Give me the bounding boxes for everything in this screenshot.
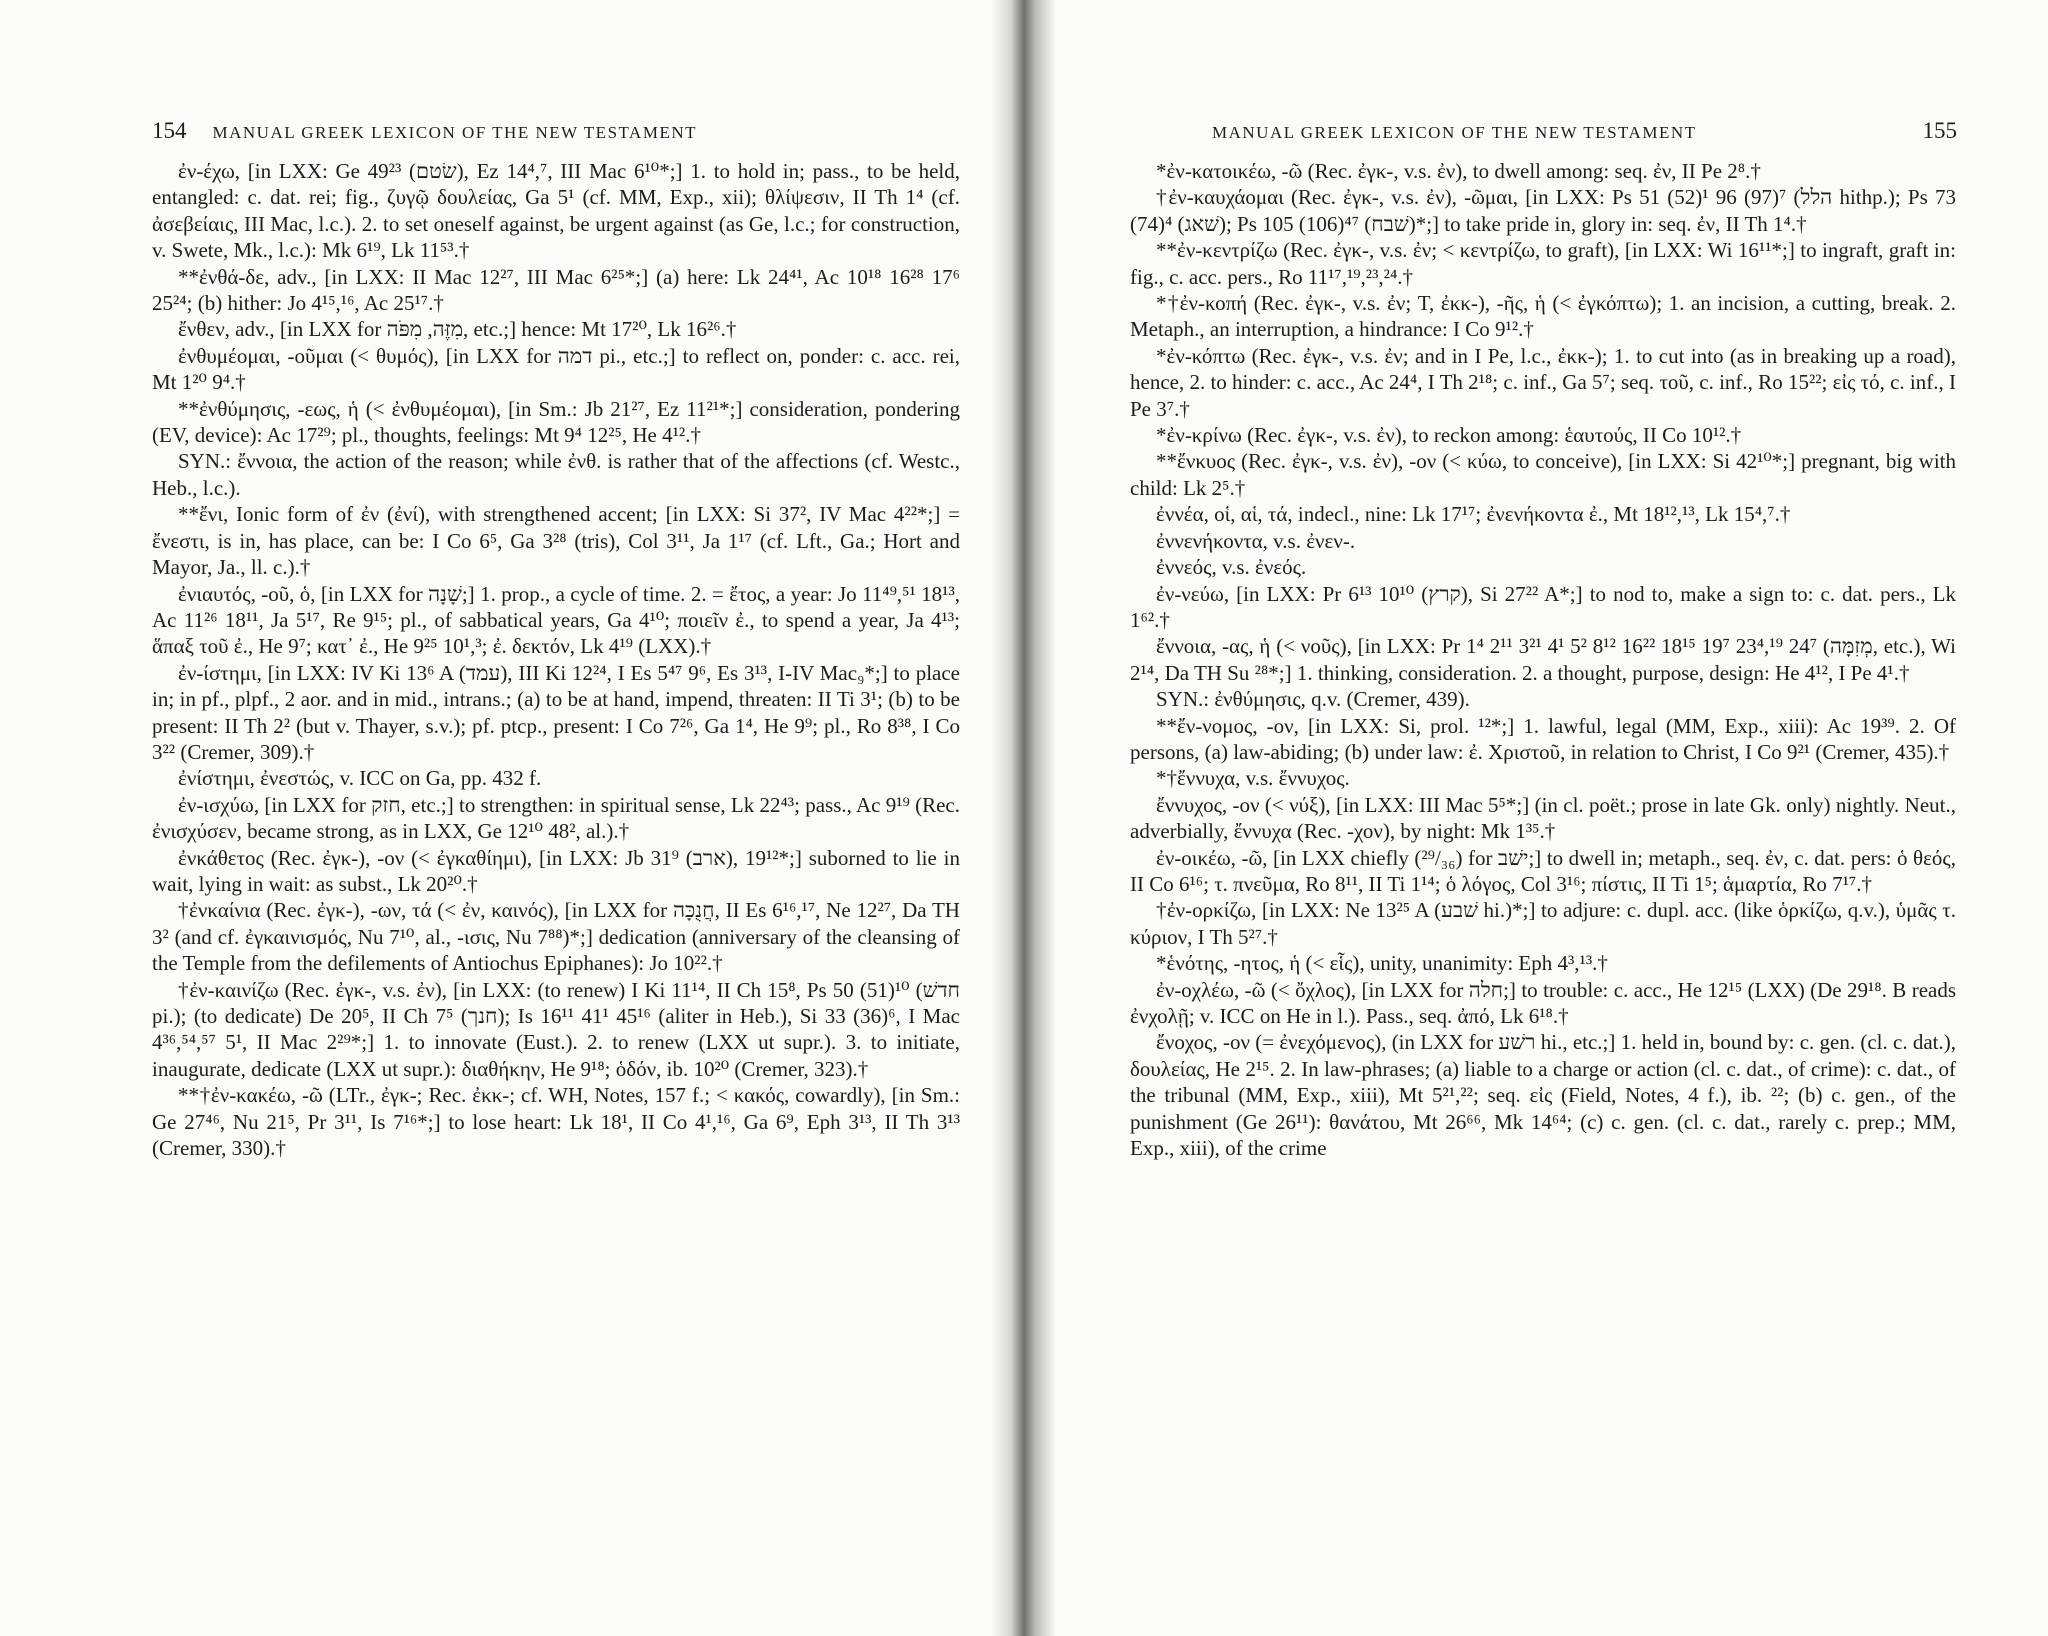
lexicon-entry: ἔνοχος, -ον (= ἐνεχόμενος), (in LXX for רשׁע hi., etc.;] 1. held in, bound by: c. gen. (cl. c. dat.), δουλείας, He 2¹⁵. 2. In law-phrases; (a) liable to a charge or action (cl. c. dat., of crime): c. dat., of the tribunal (MM, Exp., xiii), Mt 5²¹,²²; seq. εἰς (Field, Notes, 4 f.), ib. ²²; (b) c. gen., of the punishment (Ge 26¹¹): θανάτου, Mt 26⁶⁶, Mk 14⁶⁴; (c) c. gen. (cl. c. dat., rarely c. prep.; MM, Exp., xiii), of the crime: [1130, 1030, 1956, 1161]
lexicon-entry: ἐννενήκοντα, v.s. ἐνεν-.: [1156, 528, 1356, 553]
lexicon-entry: **ἐν-κεντρίζω (Rec. ἐγκ-, v.s. ἐν; < κεντρίζω, to graft), [in LXX: Wi 16¹¹*;] to ingraft, graft in: fig., c. acc. pers., Ro 11¹⁷,¹⁹,²³,²⁴.†: [1130, 238, 1956, 289]
lexicon-entry: ἐνθυμέομαι, -οῦμαι (< θυμός), [in LXX for דמה pi., etc.;] to reflect on, ponder: c. acc. rei, Mt 1²⁰ 9⁴.†: [152, 343, 960, 395]
lexicon-entry: *ἐν-κόπτω (Rec. ἐγκ-, v.s. ἐν; and in I Pe, l.c., ἐκκ-); 1. to cut into (as in breaking up a road), hence, 2. to hinder: c. acc., Ac 24⁴, I Th 2¹⁸; c. inf., Ga 5⁷; seq. τοῦ, c. inf., Ro 15²²; εἰς τό, c. inf., I Pe 3⁷.†: [1130, 343, 1956, 421]
lexicon-entry: ἐνκάθετος (Rec. ἐγκ-), -ον (< ἐγκαθίημι), [in LXX: Jb 31⁹ (ארב), 19¹²*;] suborned to lie in wait, lying in wait: as subst., Lk 20²⁰.†: [152, 845, 960, 896]
right-running-title: MANUAL GREEK LEXICON OF THE NEW TESTAMENT: [1212, 123, 1697, 142]
lexicon-entry: **ἔνκυος (Rec. ἐγκ-, v.s. ἐν), -ον (< κύω, to conceive), [in LXX: Si 42¹⁰*;] pregnant, big with child: Lk 2⁵.†: [1130, 449, 1956, 500]
lexicon-entry: †ἐν-καυχάομαι (Rec. ἐγκ-, v.s. ἐν), -ῶμαι, [in LXX: Ps 51 (52)¹ 96 (97)⁷ (הלל hithp.); Ps 73 (74)⁴ (שׁאג); Ps 105 (106)⁴⁷ (שׁבח)*;] to take pride in, glory in: seq. ἐν, II Th 1⁴.†: [1130, 185, 1956, 236]
lexicon-entry: ἐν-οικέω, -ῶ, [in LXX chiefly (²⁹/₃₆) for ישׁב;] to dwell in; metaph., seq. ἐν, c. dat. pers: ὁ θεός, II Co 6¹⁶; τ. πνεῦμα, Ro 8¹¹, II Ti 1¹⁴; ὁ λόγος, Col 3¹⁶; πίστις, II Ti 1⁵; ἁμαρτία, Ro 7¹⁷.†: [1130, 845, 1956, 896]
lexicon-entry: *ἐν-κατοικέω, -ῶ (Rec. ἐγκ-, v.s. ἐν), to dwell among: seq. ἐν, II Pe 2⁸.†: [1156, 159, 1761, 183]
right-page: [1044, 0, 2048, 1636]
lexicon-entry: ἐνιαυτός, -οῦ, ὁ, [in LXX for שָׁנָה;] 1. prop., a cycle of time. 2. = ἔτος, a year: Jo 11⁴⁹,⁵¹ 18¹³, Ac 11²⁶ 18¹¹, Ja 5¹⁷, Re 9¹⁵; pl., of sabbatical years, Ga 4¹⁰; ποιεῖν ἐ., to spend a year, Ja 4¹³; ἅπαξ τοῦ ἐ., He 9⁷; κατ᾽ ἐ., He 9²⁵ 10¹,³; ἐ. δεκτόν, Lk 4¹⁹ (LXX).†: [152, 581, 960, 659]
lexicon-entry: SYN.: ἐνθύμησις, q.v. (Cremer, 439).: [1156, 687, 1470, 712]
left-running-head: [152, 118, 842, 148]
lexicon-entry: **ἔν-νομος, -ον, [in LXX: Si, prol. ¹²*;] 1. lawful, legal (MM, Exp., xiii): Ac 19³⁹. 2. Of persons, (a) law-abiding; (b) under law: ἐ. Χριστοῦ, in relation to Christ, I Co 9²¹ (Cremer, 435).†: [1130, 713, 1956, 764]
lexicon-entry: ἔννυχος, -ον (< νύξ), [in LXX: III Mac 5⁵*;] (in cl. poët.; prose in late Gk. only) nightly. Neut., adverbially, ἔννυχα (Rec. -χον), by night: Mk 1³⁵.†: [1130, 792, 1956, 844]
right-page-number: 155: [1922, 118, 1957, 143]
lexicon-entry: *†ἐν-κοπή (Rec. ἐγκ-, v.s. ἐν; T, ἐκκ-), -ῆς, ἡ (< ἐγκόπτω); 1. an incision, a cutting, break. 2. Metaph., an interruption, a hindrance: I Co 9¹².†: [1130, 291, 1956, 342]
lexicon-entry: SYN.: ἔννοια, the action of the reason; while ἐνθ. is rather that of the affections (cf. Westc., Heb., l.c.).: [152, 449, 960, 500]
lexicon-entry: ἐν-έχω, [in LXX: Ge 49²³ (שׂטם), Ez 14⁴,⁷, III Mac 6¹⁰*;] 1. to hold in; pass., to be held, entangled: c. dat. rei; fig., ζυγῷ δουλείας, Ga 5¹ (cf. MM, Exp., xii); θλίψεσιν, II Th 1⁴ (cf. ἀσεβείαις, III Mac, l.c.). 2. to set oneself against, be urgent against (as Ge, l.c.; for construction, v. Swete, Mk., l.c.): Mk 6¹⁹, Lk 11⁵³.†: [152, 159, 960, 263]
lexicon-entry: **ἐνθά-δε, adv., [in LXX: II Mac 12²⁷, III Mac 6²⁵*;] (a) here: Lk 24⁴¹, Ac 10¹⁸ 16²⁸ 17⁶ 25²⁴; (b) hither: Jo 4¹⁵,¹⁶, Ac 25¹⁷.†: [152, 264, 960, 316]
left-page: [0, 0, 1004, 1636]
lexicon-entry: ἐννεός, v.s. ἐνεός.: [1156, 555, 1307, 580]
lexicon-entry: ἐν-ίστημι, [in LXX: IV Ki 13⁶ A (עמד), III Ki 12²⁴, I Es 5⁴⁷ 9⁶, Es 3¹³, I-IV Mac₉*;] to place in; in pf., plpf., 2 aor. and in mid., intrans.; (a) to be at hand, impend, threaten: II Ti 3¹; (b) to be present: II Th 2² (but v. Thayer, s.v.); pf. ptcp., present: I Co 7²⁶, Ga 1⁴, He 9⁹; pl., Ro 8³⁸, I Co 3²² (Cremer, 309).†: [152, 660, 960, 764]
book-gutter: [992, 0, 1056, 1636]
lexicon-entry: †ἐνκαίνια (Rec. ἐγκ-), -ων, τά (< ἐν, καινός), [in LXX for חֲנֻכָּה, II Es 6¹⁶,¹⁷, Ne 12²⁷, Da TH 3² (and cf. ἐγκαινισμός, Nu 7¹⁰, al., -ισις, Nu 7⁸⁸)*;] dedication (anniversary of the cleansing of the Temple from the defilements of Antiochus Epiphanes): Jo 10²².†: [152, 898, 960, 976]
left-running-title: MANUAL GREEK LEXICON OF THE NEW TESTAMENT: [212, 123, 697, 142]
lexicon-entry: ἐν-ισχύω, [in LXX for חזק, etc.;] to strengthen: in spiritual sense, Lk 22⁴³; pass., Ac 9¹⁹ (Rec. ἐνισχύσεν, became strong, as in LXX, Ge 12¹⁰ 48², al.).†: [152, 792, 960, 844]
lexicon-entry: ἐνίστημι, ἐνεστώς, v. ICC on Ga, pp. 432 f.: [178, 766, 542, 791]
lexicon-entry: †ἐν-ορκίζω, [in LXX: Ne 13²⁵ A (שׁבע hi.)*;] to adjure: c. dupl. acc. (like ὁρκίζω, q.v.), ὑμᾶς τ. κύριον, I Th 5²⁷.†: [1130, 898, 1956, 949]
right-text-column: [1130, 158, 1956, 1618]
lexicon-entry: *ἐν-κρίνω (Rec. ἐγκ-, v.s. ἐν), to reckon among: ἑαυτούς, II Co 10¹².†: [1156, 423, 1742, 448]
lexicon-entry: **†ἐν-κακέω, -ῶ (LTr., ἐγκ-; Rec. ἐκκ-; cf. WH, Notes, 157 f.; < κακός, cowardly), [in Sm.: Ge 27⁴⁶, Nu 21⁵, Pr 3¹¹, Is 7¹⁶*;] to lose heart: Lk 18¹, II Co 4¹,¹⁶, Ga 6⁹, Eph 3¹³, II Th 3¹³ (Cremer, 330).†: [152, 1083, 960, 1161]
lexicon-entry: *ἑνότης, -ητος, ἡ (< εἷς), unity, unanimity: Eph 4³,¹³.†: [1156, 951, 1608, 976]
lexicon-entry: ἐννέα, οἱ, αἱ, τά, indecl., nine: Lk 17¹⁷; ἐνενήκοντα ἐ., Mt 18¹²,¹³, Lk 15⁴,⁷.†: [1156, 502, 1791, 527]
right-running-head: [1212, 118, 1957, 148]
lexicon-entry: ἐν-οχλέω, -ῶ (< ὄχλος), [in LXX for חלה;] to trouble: c. acc., He 12¹⁵ (LXX) (De 29¹⁸. B reads ἐνχολῇ; v. ICC on He in l.). Pass., seq. ἀπό, Lk 6¹⁸.†: [1130, 977, 1956, 1028]
lexicon-entry: ἐν-νεύω, [in LXX: Pr 6¹³ 10¹⁰ (קרץ), Si 27²² A*;] to nod to, make a sign to: c. dat. pers., Lk 1⁶².†: [1130, 581, 1956, 632]
lexicon-entry: **ἐνθύμησις, -εως, ἡ (< ἐνθυμέομαι), [in Sm.: Jb 21²⁷, Ez 11²¹*;] consideration, pondering (EV, device): Ac 17²⁹; pl., thoughts, feelings: Mt 9⁴ 12²⁵, He 4¹².†: [152, 396, 960, 448]
left-text-column: [152, 158, 960, 1618]
lexicon-entry: *†ἔννυχα, v.s. ἔννυχος.: [1156, 766, 1350, 791]
lexicon-entry: ἔννοια, -ας, ἡ (< νοῦς), [in LXX: Pr 1⁴ 2¹¹ 3²¹ 4¹ 5² 8¹² 16²² 18¹⁵ 19⁷ 23⁴,¹⁹ 24⁷ (מְזִמָּה, etc.), Wi 2¹⁴, Da TH Su ²⁸*;] 1. thinking, consideration. 2. a thought, purpose, design: He 4¹², I Pe 4¹.†: [1130, 634, 1956, 685]
lexicon-entry: †ἐν-καινίζω (Rec. ἐγκ-, v.s. ἐν), [in LXX: (to renew) I Ki 11¹⁴, II Ch 15⁸, Ps 50 (51)¹⁰ (חדשׁ pi.); (to dedicate) De 20⁵, II Ch 7⁵ (חנך); Is 16¹¹ 41¹ 45¹⁶ (aliter in Heb.), Si 33 (36)⁶, I Mac 4³⁶,⁵⁴,⁵⁷ 5¹, II Mac 2²⁹*;] 1. to innovate (Eust.). 2. to renew (LXX ut supr.). 3. to initiate, inaugurate, dedicate (LXX ut supr.): διαθήκην, He 9¹⁸; ὁδόν, ib. 10²⁰ (Cremer, 323).†: [152, 977, 960, 1081]
lexicon-entry: ἔνθεν, adv., [in LXX for מִזֶּה, מִפֹּה, etc.;] hence: Mt 17²⁰, Lk 16²⁶.†: [178, 317, 737, 342]
left-page-number: 154: [152, 118, 187, 143]
lexicon-entry: **ἔνι, Ionic form of ἐν (ἐνί), with strengthened accent; [in LXX: Si 37², IV Mac 4²²*;] = ἔνεστι, is in, has place, can be: I Co 6⁵, Ga 3²⁸ (tris), Col 3¹¹, Ja 1¹⁷ (cf. Lft., Ga.; Hort and Mayor, Ja., ll. c.).†: [152, 502, 960, 580]
